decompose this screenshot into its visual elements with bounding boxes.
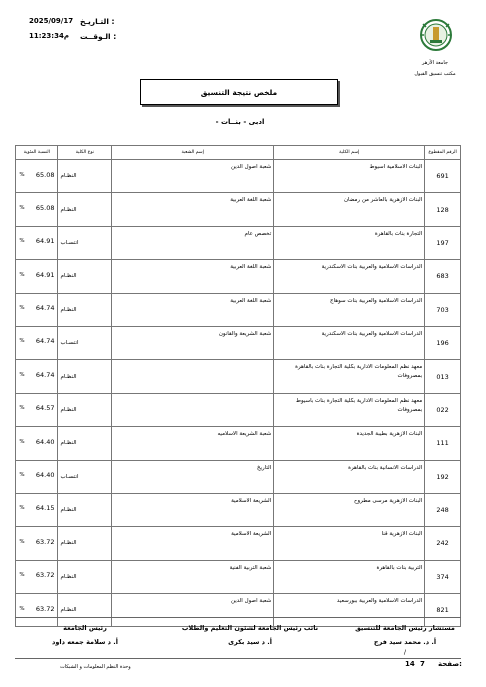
- college-name: البنات الازهرية بطيبة الجديدة: [274, 427, 425, 460]
- percent-sign: %: [19, 238, 25, 245]
- college-type: النظـام: [58, 393, 112, 426]
- percent-sign: %: [19, 371, 25, 378]
- signature-coordinator-name: أ. د. محمد سيد فرج: [373, 638, 437, 646]
- ratio-value: 63.72: [35, 604, 55, 613]
- college-type: النظـام: [58, 160, 112, 193]
- branch-name: شعبة اصول الدين: [112, 160, 274, 193]
- table-row: [16, 160, 461, 193]
- cutoff-number: 111: [425, 427, 461, 460]
- college-name: البنات الازهرية قنا: [274, 527, 425, 560]
- footer-unit: وحدة النظم المعلومات و الشبكات: [60, 664, 131, 670]
- ratio-value: 64.57: [35, 404, 55, 413]
- college-type: انتسـاب: [58, 226, 112, 259]
- ratio-value: 64.74: [35, 337, 55, 346]
- signature-coordinator-mark: /: [403, 648, 407, 656]
- cutoff-number: 821: [425, 594, 461, 627]
- ratio-value: 63.72: [35, 537, 55, 546]
- cutoff-number: 703: [425, 293, 461, 326]
- percent-sign: %: [19, 438, 25, 445]
- header-college: إسم الكلية: [274, 146, 425, 160]
- percent-sign: %: [19, 605, 25, 612]
- branch-name: شعبة الشريعة والقانون: [112, 326, 274, 359]
- table-row: [16, 326, 461, 359]
- percent-sign: %: [19, 171, 25, 178]
- percent-sign: %: [19, 271, 25, 278]
- cutoff-number: 192: [425, 460, 461, 493]
- college-name: الدراسات الاسلامية والعربية بنات سوهاج: [274, 293, 425, 326]
- percent-sign: %: [19, 338, 25, 345]
- percent-sign: %: [19, 204, 25, 211]
- branch-name: الشريعة الاسلامية: [112, 493, 274, 526]
- branch-name: [112, 393, 274, 426]
- table-row: [16, 260, 461, 293]
- college-type: النظـام: [58, 293, 112, 326]
- college-type: النظـام: [58, 493, 112, 526]
- college-name: التجارة بنات بالقاهرة: [274, 226, 425, 259]
- table-row: [16, 460, 461, 493]
- college-name: الدراسات الاسلامية والعربية بنات الاسكندرية: [274, 326, 425, 359]
- ratio-value: 64.15: [35, 504, 55, 513]
- college-type: النظـام: [58, 427, 112, 460]
- branch-name: التاريخ: [112, 460, 274, 493]
- branch-name: شعبة اللغة العربية: [112, 193, 274, 226]
- cutoff-number: 128: [425, 193, 461, 226]
- percent-sign: %: [19, 505, 25, 512]
- report-title: ملخص نتيجة التنسيق: [140, 79, 338, 105]
- college-name: الدراسات الانسانية بنات بالقاهرة: [274, 460, 425, 493]
- cutoff-number: 197: [425, 226, 461, 259]
- page-total: 14: [405, 660, 415, 668]
- office-name: مكتب تنسيق القبول: [414, 71, 456, 77]
- percent-sign: %: [19, 538, 25, 545]
- table-row: [16, 493, 461, 526]
- ratio-value: 63.72: [35, 571, 55, 580]
- college-type: النظـام: [58, 527, 112, 560]
- college-type: النظـام: [58, 594, 112, 627]
- ratio-value: 64.40: [35, 437, 55, 446]
- cutoff-number: 022: [425, 393, 461, 426]
- table-row: [16, 427, 461, 460]
- college-name: البنات الازهرية بالعاشر من رمضان: [274, 193, 425, 226]
- signature-president-name: أ. د سلامة جمعه داود: [52, 638, 118, 646]
- date-value: 2025/09/17: [29, 17, 74, 25]
- college-type: النظـام: [58, 560, 112, 593]
- college-name: الدراسات الاسلامية والعربية بنات الاسكندرية: [274, 260, 425, 293]
- header-type: نوع الكلية: [58, 146, 112, 160]
- header-no: الرقم المقطوع: [425, 146, 461, 160]
- branch-name: شعبة اللغة العربية: [112, 293, 274, 326]
- college-name: التربية بنات بالقاهرة: [274, 560, 425, 593]
- university-logo-icon: [418, 18, 454, 52]
- college-name: البنات الازهرية مرسى مطروح: [274, 493, 425, 526]
- header-ratio: النسبة المئوية: [16, 146, 58, 160]
- ratio-value: 65.08: [35, 203, 55, 212]
- college-name: معهد نظم المعلومات الادارية بكلية التجارة بنات باسيوط بمصروفات: [274, 393, 425, 426]
- percent-sign: %: [19, 572, 25, 579]
- cutoff-number: 248: [425, 493, 461, 526]
- percent-sign: %: [19, 405, 25, 412]
- signature-divider: [15, 617, 461, 618]
- table-row: [16, 226, 461, 259]
- college-name: الدراسات الاسلامية والعربية ببورسعيد: [274, 594, 425, 627]
- college-type: النظـام: [58, 193, 112, 226]
- branch-name: شعبة الشريعة الاسلاميه: [112, 427, 274, 460]
- branch-name: شعبة التربية الفنية: [112, 560, 274, 593]
- college-type: النظـام: [58, 260, 112, 293]
- college-type: النظـام: [58, 360, 112, 393]
- table-row: [16, 560, 461, 593]
- table-row: [16, 360, 461, 393]
- college-type: انتسـاب: [58, 326, 112, 359]
- signature-vice-president-name: أ. د سيد بكرى: [228, 638, 272, 646]
- signature-vice-president-title: نائب رئيس الجامعة لشئون التعليم والطلاب: [181, 624, 319, 632]
- college-name: البنات الاسلامية اسيوط: [274, 160, 425, 193]
- signature-coordinator-title: مستشار رئيس الجامعة للتنسيق: [355, 624, 455, 632]
- ratio-value: 64.91: [35, 270, 55, 279]
- table-row: [16, 594, 461, 627]
- ratio-value: 64.74: [35, 304, 55, 313]
- table-row: [16, 293, 461, 326]
- table-row: [16, 193, 461, 226]
- branch-name: شعبة اصول الدين: [112, 594, 274, 627]
- cutoff-number: 691: [425, 160, 461, 193]
- footer-divider: [15, 658, 461, 659]
- ratio-value: 64.40: [35, 471, 55, 480]
- cutoff-number: 196: [425, 326, 461, 359]
- results-table: [15, 145, 461, 627]
- ratio-value: 64.91: [35, 237, 55, 246]
- report-subtitle: - ادبى - بنــات: [215, 118, 265, 126]
- college-type: انتسـاب: [58, 460, 112, 493]
- branch-name: الشريعة الاسلامية: [112, 527, 274, 560]
- time-label: الـوقــت :: [80, 32, 117, 41]
- time-value: 11:23:34م: [29, 32, 69, 40]
- table-header-row: [16, 146, 461, 160]
- branch-name: تخصص عام: [112, 226, 274, 259]
- header-branch: إسم الشعبة: [112, 146, 274, 160]
- ratio-value: 64.74: [35, 370, 55, 379]
- branch-name: شعبة اللغة العربية: [112, 260, 274, 293]
- signature-president-title: رئيس الجامعة: [63, 624, 107, 632]
- ratio-value: 65.08: [35, 170, 55, 179]
- branch-name: [112, 360, 274, 393]
- percent-sign: %: [19, 472, 25, 479]
- page-label: صفحة:: [438, 660, 462, 668]
- table-row: [16, 527, 461, 560]
- page-number: 7: [420, 660, 425, 668]
- cutoff-number: 242: [425, 527, 461, 560]
- cutoff-number: 683: [425, 260, 461, 293]
- date-label: التـاريـخ :: [80, 17, 115, 26]
- cutoff-number: 374: [425, 560, 461, 593]
- college-name: معهد نظم المعلومات الادارية بكلية التجارة بنات بالقاهرة بمصروفات: [274, 360, 425, 393]
- university-name: جامعة الأزهر: [421, 60, 449, 66]
- table-row: [16, 393, 461, 426]
- cutoff-number: 013: [425, 360, 461, 393]
- percent-sign: %: [19, 305, 25, 312]
